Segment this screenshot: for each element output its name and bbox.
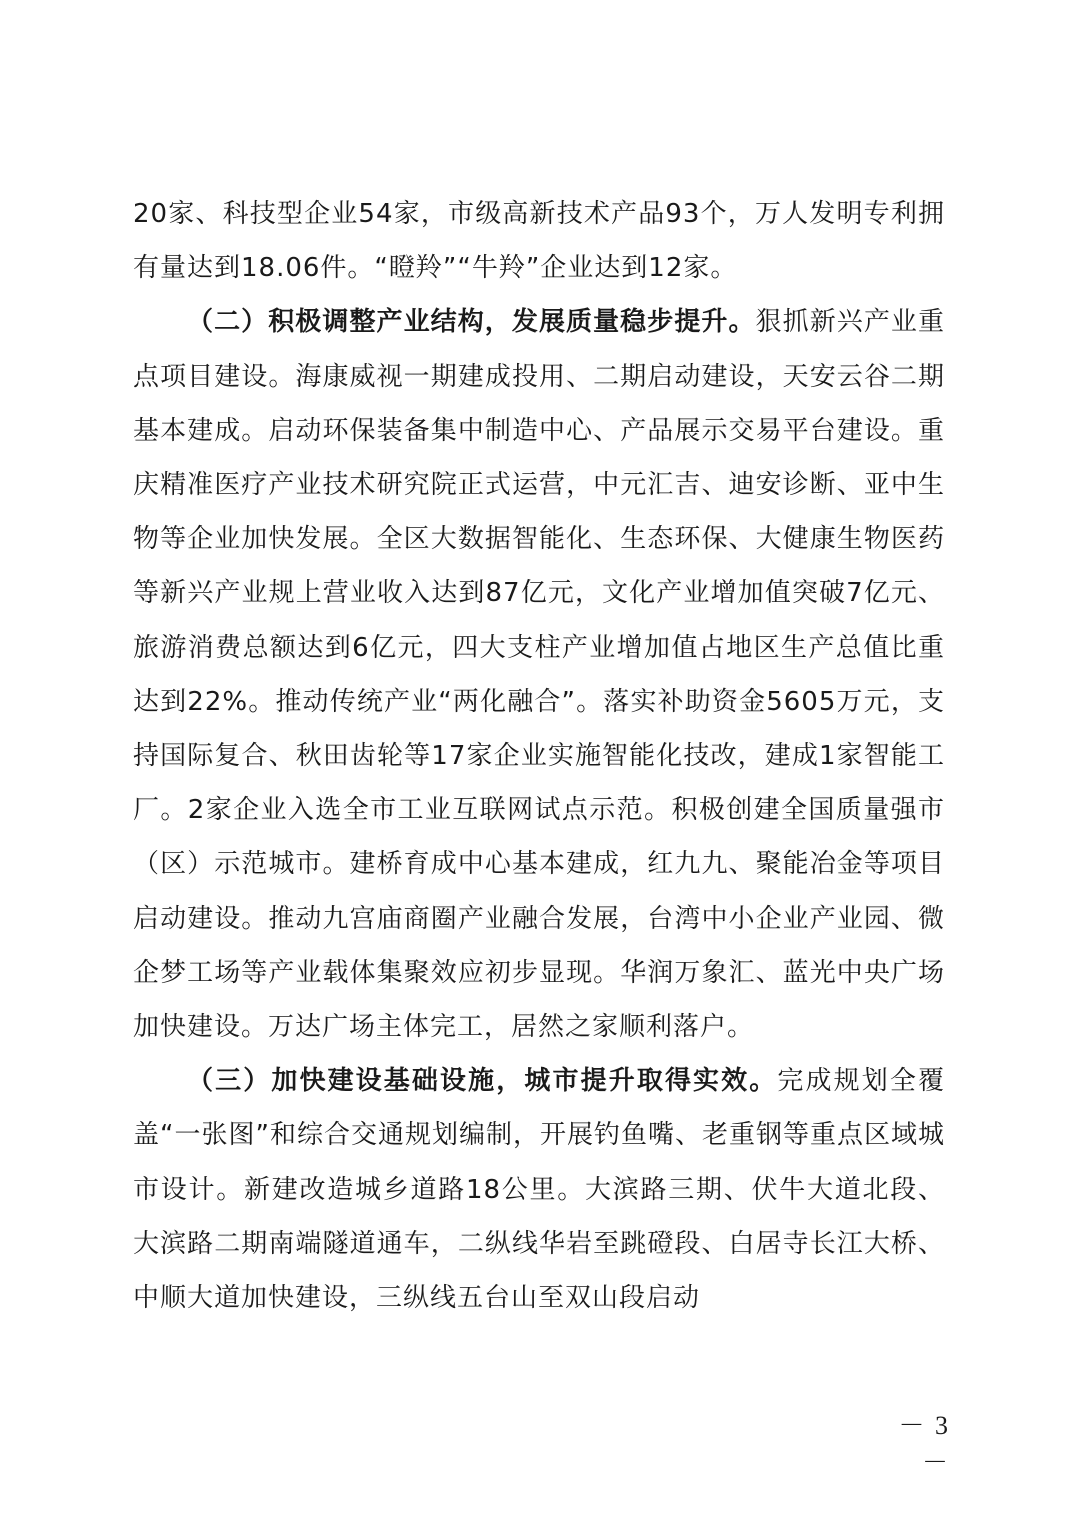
document-body [133, 187, 945, 1325]
paragraph-text: 狠抓新兴产业重点项目建设。海康威视一期建成投用、二期启动建设，天安云谷二期基本建成。启动环保装备集中制造中心、产品展示交易平台建设。重庆精准医疗产业技术研究院正式运营，中元汇吉、迪安诊断、亚中生物等企业加快发展。全区大数据智能化、生态环保、大健康生物医药等新兴产业规上营业收入达到87亿元，文化产业增加值突破7亿元、旅游消费总额达到6亿元，四大支柱产业增加值占地区生产总值比重达到22%。推动传统产业“两化融合”。落实补助资金5605万元，支持国际复合、秋田齿轮等17家企业实施智能化技改，建成1家智能工厂。2家企业入选全市工业互联网试点示范。积极创建全国质量强市（区）示范城市。建桥育成中心基本建成，红九九、聚能冶金等项目启动建设。推动九宫庙商圈产业融合发展，台湾中小企业产业园、微企梦工场等产业载体集聚效应初步显现。华润万象汇、蓝光中央广场加快建设。万达广场主体完工，居然之家顺利落户。 [133, 307, 945, 1043]
section-heading-3: （三）加快建设基础设施，城市提升取得实效。 [187, 1066, 778, 1097]
section-heading-2: （二）积极调整产业结构，发展质量稳步提升。 [187, 307, 756, 338]
paragraph-text: 完成规划全覆盖“一张图”和综合交通规划编制，开展钓鱼嘴、老重钢等重点区域城市设计。新建改造城乡道路18公里。大滨路三期、伏牛大道北段、大滨路二期南端隧道通车，二纵线华岩至跳磴段、白居寺长江大桥、中顺大道加快建设，三纵线五台山至双山段启动 [133, 1066, 945, 1314]
page-number: － 3 － [898, 1411, 950, 1477]
paragraph-section-2 [133, 295, 945, 1054]
paragraph-continuation [133, 187, 945, 295]
paragraph-text: 20家、科技型企业54家，市级高新技术产品93个，万人发明专利拥有量达到18.06件。“瞪羚”“牛羚”企业达到12家。 [133, 199, 945, 284]
paragraph-section-3 [133, 1054, 945, 1325]
